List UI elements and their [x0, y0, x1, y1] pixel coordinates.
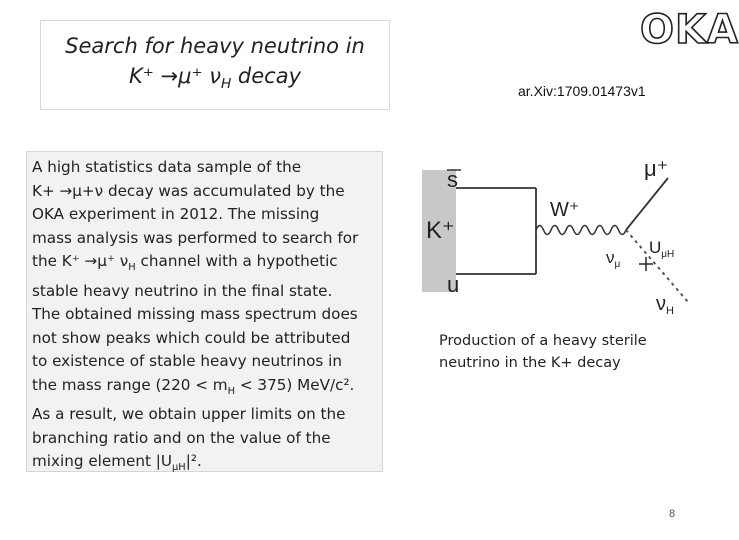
abstract-line: mass analysis was performed to search for: [32, 228, 359, 247]
title-subscript: H: [220, 76, 232, 93]
abstract-subscript: μH: [172, 462, 186, 474]
abstract-line: [32, 374, 377, 404]
caption-line-2: neutrino in the K+ decay: [439, 355, 621, 371]
title-box: [40, 20, 390, 110]
abstract-text: channel with a hypothetic: [135, 252, 338, 270]
s-bar-label: s: [447, 167, 458, 192]
u-mixing-label: [649, 238, 674, 260]
abstract-text: the K⁺ →μ⁺ ν: [32, 252, 129, 270]
abstract-line: The obtained missing mass spectrum does: [32, 305, 358, 324]
abstract-text: the mass range (220 < m: [32, 375, 228, 394]
oka-logo: OKA: [640, 7, 739, 53]
abstract-line: K+ →μ+ν decay was accumulated by the: [32, 181, 345, 200]
abstract-subscript: H: [128, 262, 136, 274]
nu-mu-subscript: μ: [614, 259, 621, 270]
u-mixing-subscript: μH: [661, 249, 675, 260]
title-line-2-end: decay: [231, 63, 302, 88]
u-label: u: [447, 272, 460, 297]
abstract-line: A high statistics data sample of the: [32, 158, 302, 176]
muon-label: μ⁺: [644, 156, 669, 181]
abstract-line: As a result, we obtain upper limits on the: [32, 405, 346, 424]
abstract-text: < 375) MeV/c².: [235, 375, 355, 394]
title-line-1: Search for heavy neutrino in: [65, 33, 365, 58]
abstract-line: OKA experiment in 2012. The missing: [32, 205, 320, 223]
u-mixing-symbol: U: [649, 238, 662, 257]
abstract-line: [32, 450, 377, 480]
abstract-line: stable heavy neutrino in the final state.: [32, 281, 333, 300]
page-number: 8: [669, 508, 676, 520]
abstract-line: [32, 250, 377, 280]
feynman-diagram: [418, 150, 708, 325]
abstract-line: branching ratio and on the value of the: [32, 428, 331, 447]
kaon-label: K⁺: [426, 217, 455, 244]
abstract-line: not show peaks which could be attributed: [32, 328, 351, 347]
muon-line: [626, 178, 668, 230]
abstract-subscript: H: [227, 385, 236, 397]
abstract-text: mixing element |U: [32, 452, 173, 471]
title-line-2-main: K⁺ →μ⁺ ν: [128, 63, 221, 88]
caption-line-1: Production of a heavy sterile: [439, 333, 647, 349]
diagram-caption: [439, 330, 647, 374]
arxiv-reference: ar.Xiv:1709.01473v1: [518, 83, 646, 99]
nu-h-symbol: ν: [656, 293, 666, 315]
nu-mu-symbol: ν: [606, 248, 615, 267]
w-boson-line: [536, 226, 626, 235]
abstract-line: to existence of stable heavy neutrinos in: [32, 352, 342, 371]
w-boson-label: W⁺: [550, 199, 580, 221]
nu-mu-label: [606, 248, 621, 270]
nu-h-subscript: H: [666, 305, 674, 317]
title-line-2: [129, 61, 301, 99]
abstract-box: [26, 151, 383, 472]
abstract-text: |².: [185, 452, 202, 471]
nu-h-label: [656, 293, 674, 317]
